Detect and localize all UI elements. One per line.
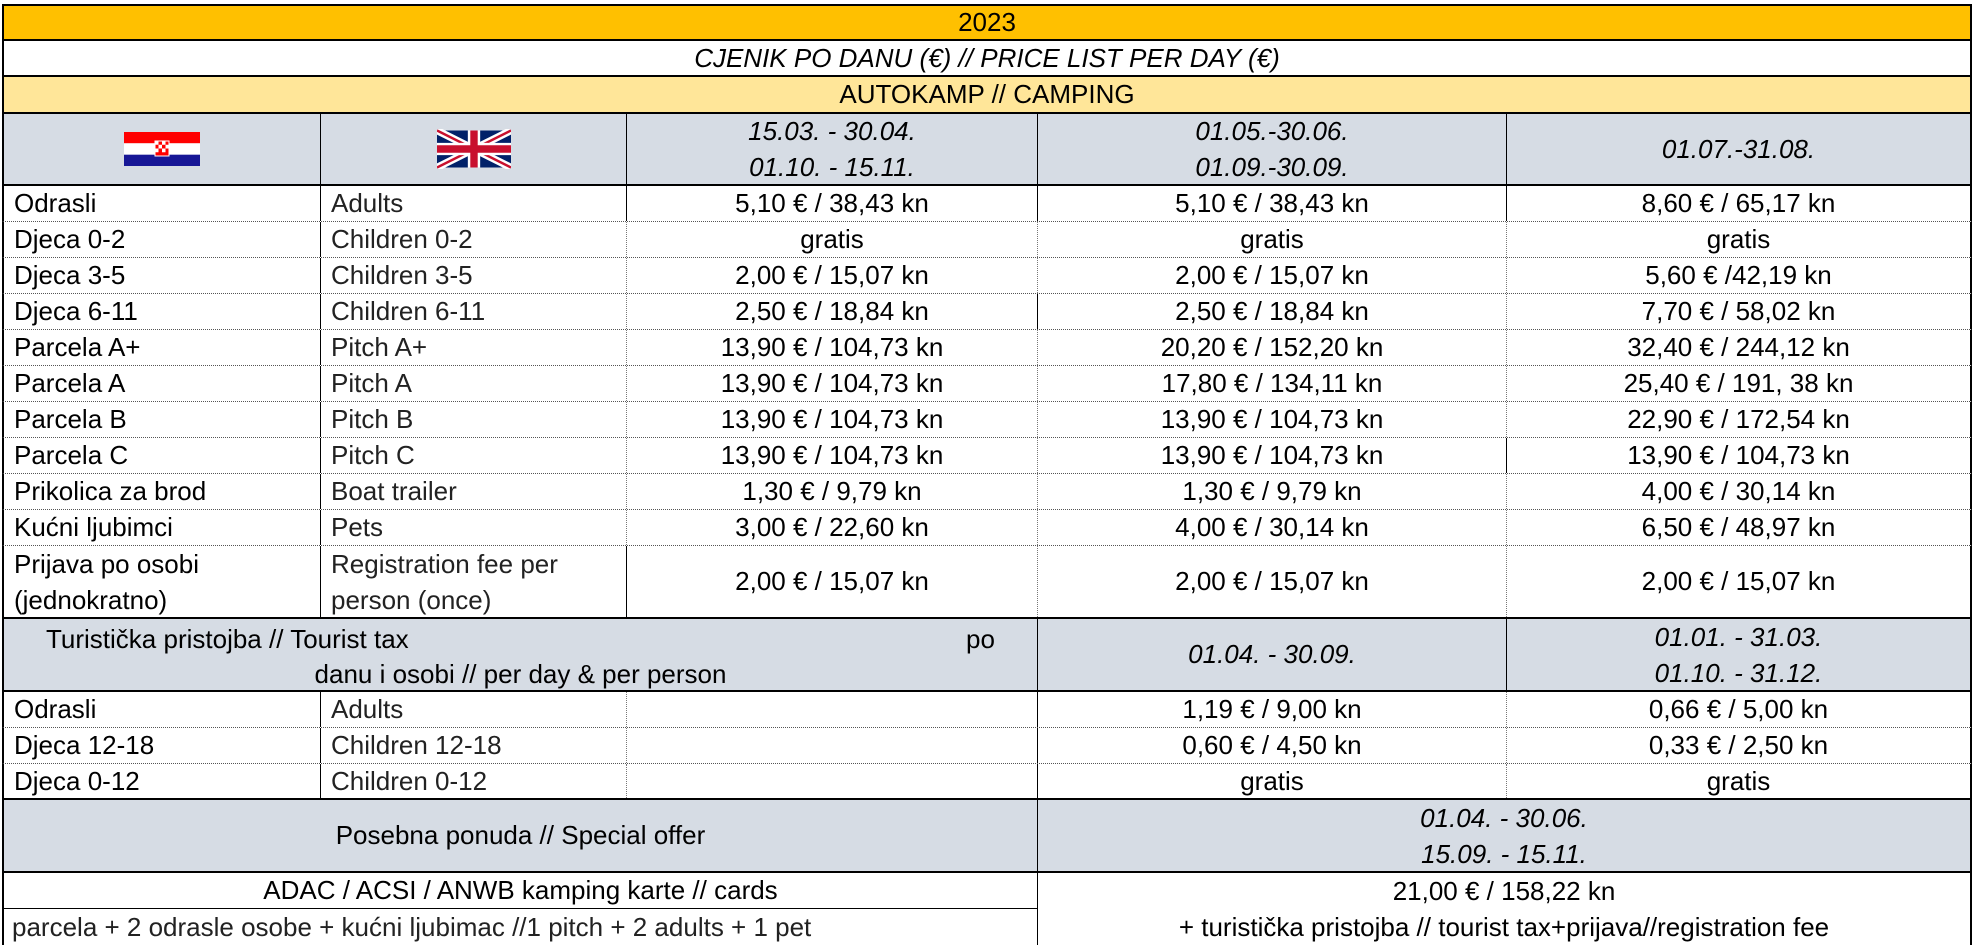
price-cell: 2,00 € / 15,07 kn	[626, 258, 1037, 293]
season-1-header	[626, 114, 1037, 184]
row-label-en: Pitch B	[320, 402, 626, 437]
table-row	[2, 222, 1972, 258]
price-cell: gratis	[1037, 222, 1506, 257]
special-offer-season-line-1: 01.04. - 30.06.	[1420, 802, 1588, 833]
tourist-tax-header-row	[2, 619, 1972, 692]
row-label-en: Pitch A	[320, 366, 626, 401]
registration-hr-line-1: Prijava po osobi	[14, 548, 199, 579]
row-label-hr: Djeca 0-12	[14, 765, 140, 796]
special-offer-season	[1037, 800, 1970, 871]
empty-cell	[626, 692, 1037, 727]
price-cell: 5,10 € / 38,43 kn	[1037, 186, 1506, 221]
row-label-hr: Djeca 6-11	[14, 296, 138, 326]
row-label-hr: Odrasli	[14, 694, 97, 724]
croatian-column-header	[4, 114, 320, 184]
price-cell: 1,30 € / 9,79 kn	[1037, 474, 1506, 509]
season-2-header	[1037, 114, 1506, 184]
price-cell: gratis	[1506, 764, 1970, 798]
special-offer-season-line-2: 15.09. - 15.11.	[1421, 838, 1587, 869]
price-cell: 1,19 € / 9,00 kn	[1037, 692, 1506, 727]
row-label-hr: Parcela C	[14, 440, 129, 470]
price-cell: 0,33 € / 2,50 kn	[1506, 728, 1970, 763]
special-offer-title: Posebna ponuda // Special offer	[335, 820, 706, 850]
tourist-tax-season-2	[1506, 619, 1970, 690]
price-cell: 20,20 € / 152,20 kn	[1037, 330, 1506, 365]
price-cell: 5,10 € / 38,43 kn	[626, 186, 1037, 221]
tourist-tax-title-po: po	[966, 624, 995, 654]
tourist-tax-title-line-2: danu i osobi // per day & per person	[314, 659, 727, 689]
row-label-en: Adults	[320, 186, 626, 221]
row-label-en: Pitch A+	[320, 330, 626, 365]
camping-section-row	[2, 77, 1972, 114]
price-cell: 13,90 € / 104,73 kn	[626, 330, 1037, 365]
price-cell: 7,70 € / 58,02 kn	[1506, 294, 1970, 329]
tourist-tax-title	[4, 619, 1037, 690]
price-cell: 2,00 € / 15,07 kn	[1037, 546, 1506, 617]
price-cell: 3,00 € / 22,60 kn	[626, 510, 1037, 545]
row-label-en: Adults	[320, 692, 626, 727]
row-label-en: Boat trailer	[320, 474, 626, 509]
special-offer-cards-title: ADAC / ACSI / ANWB kamping karte // cards	[4, 873, 1037, 909]
table-row	[2, 474, 1972, 510]
row-label-hr: Parcela A+	[14, 332, 141, 362]
table-row-registration	[2, 546, 1972, 619]
english-column-header	[320, 114, 626, 184]
tourist-tax-season-2-line-2: 01.10. - 31.12.	[1654, 657, 1823, 688]
row-label-en: Children 6-11	[320, 294, 626, 329]
year-label: 2023	[958, 7, 1016, 37]
table-row	[2, 764, 1972, 800]
special-offer-price: 21,00 € / 158,22 kn	[1037, 873, 1970, 909]
table-row	[2, 438, 1972, 474]
price-cell: 6,50 € / 48,97 kn	[1506, 510, 1970, 545]
price-cell: 1,30 € / 9,79 kn	[626, 474, 1037, 509]
tourist-tax-title-line-1: Turistička pristojba // Tourist tax	[46, 624, 409, 654]
price-cell: 2,50 € / 18,84 kn	[626, 294, 1037, 329]
price-cell: 4,00 € / 30,14 kn	[1037, 510, 1506, 545]
table-row	[2, 258, 1972, 294]
empty-cell	[626, 764, 1037, 798]
season-1-line-2: 01.10. - 15.11.	[749, 152, 915, 182]
row-label-hr: Kućni ljubimci	[14, 512, 173, 542]
tourist-tax-season-2-line-1: 01.01. - 31.03.	[1654, 621, 1823, 652]
row-label-en: Children 12-18	[320, 728, 626, 763]
row-label-hr: Djeca 12-18	[14, 730, 155, 760]
registration-en-line-2: person (once)	[331, 584, 492, 615]
special-offer-cards-desc: parcela + 2 odrasle osobe + kućni ljubimac //1 pitch + 2 adults + 1 pet	[12, 911, 812, 942]
uk-flag-icon	[437, 129, 511, 169]
price-cell: 32,40 € / 244,12 kn	[1506, 330, 1970, 365]
table-row	[2, 294, 1972, 330]
price-cell: 22,90 € / 172,54 kn	[1506, 402, 1970, 437]
special-offer-header-row	[2, 800, 1972, 873]
row-label-hr: Prikolica za brod	[14, 476, 207, 506]
special-offer-detail-row	[2, 873, 1972, 945]
price-list-title: CJENIK PO DANU (€) // PRICE LIST PER DAY (€)	[694, 42, 1280, 73]
row-label-en: Children 0-12	[320, 764, 626, 798]
row-label-en	[320, 546, 626, 617]
table-row	[2, 402, 1972, 438]
row-label-en: Pitch C	[320, 438, 626, 473]
price-cell: 13,90 € / 104,73 kn	[1037, 438, 1506, 473]
row-label-hr: Djeca 3-5	[14, 260, 126, 290]
registration-en-line-1: Registration fee per	[331, 548, 558, 579]
table-row	[2, 330, 1972, 366]
camping-section-title: AUTOKAMP // CAMPING	[839, 79, 1135, 109]
season-2-line-1: 01.05.-30.06.	[1195, 116, 1349, 146]
price-cell: 13,90 € / 104,73 kn	[626, 438, 1037, 473]
price-cell: 17,80 € / 134,11 kn	[1037, 366, 1506, 401]
table-row	[2, 186, 1972, 222]
price-cell: 4,00 € / 30,14 kn	[1506, 474, 1970, 509]
price-cell: 13,90 € / 104,73 kn	[626, 366, 1037, 401]
table-row	[2, 510, 1972, 546]
season-header-row	[2, 114, 1972, 186]
price-cell: 8,60 € / 65,17 kn	[1506, 186, 1970, 221]
price-cell: 13,90 € / 104,73 kn	[1037, 402, 1506, 437]
row-label-en: Children 3-5	[320, 258, 626, 293]
row-label-en: Pets	[320, 510, 626, 545]
price-cell: 25,40 € / 191, 38 kn	[1506, 366, 1970, 401]
row-label-hr: Odrasli	[14, 188, 97, 218]
row-label-hr	[4, 546, 320, 617]
year-header-row	[2, 4, 1972, 41]
tourist-tax-season-1: 01.04. - 30.09.	[1037, 619, 1506, 690]
price-list-title-row	[2, 41, 1972, 77]
table-row	[2, 366, 1972, 402]
price-cell: 13,90 € / 104,73 kn	[626, 402, 1037, 437]
empty-cell	[626, 728, 1037, 763]
price-cell: 0,66 € / 5,00 kn	[1506, 692, 1970, 727]
price-cell: 2,00 € / 15,07 kn	[626, 546, 1037, 617]
season-3-header: 01.07.-31.08.	[1506, 114, 1970, 184]
row-label-hr: Djeca 0-2	[14, 224, 126, 254]
price-cell: 13,90 € / 104,73 kn	[1506, 438, 1970, 473]
season-2-line-2: 01.09.-30.09.	[1195, 152, 1349, 182]
price-cell: 2,00 € / 15,07 kn	[1037, 258, 1506, 293]
price-cell: gratis	[626, 222, 1037, 257]
price-cell: 2,00 € / 15,07 kn	[1506, 546, 1970, 617]
row-label-en: Children 0-2	[320, 222, 626, 257]
price-cell: gratis	[1506, 222, 1970, 257]
table-row	[2, 728, 1972, 764]
row-label-hr: Parcela A	[14, 368, 126, 398]
table-row	[2, 692, 1972, 728]
price-cell: 5,60 € /42,19 kn	[1506, 258, 1970, 293]
croatia-flag-icon	[124, 132, 200, 166]
price-cell: gratis	[1037, 764, 1506, 798]
price-cell: 0,60 € / 4,50 kn	[1037, 728, 1506, 763]
price-cell: 2,50 € / 18,84 kn	[1037, 294, 1506, 329]
row-label-hr: Parcela B	[14, 404, 127, 434]
season-1-line-1: 15.03. - 30.04.	[748, 116, 916, 146]
registration-hr-line-2: (jednokratno)	[14, 584, 168, 615]
special-offer-price-note: + turistička pristojba // tourist tax+prijava//registration fee	[1037, 909, 1970, 945]
